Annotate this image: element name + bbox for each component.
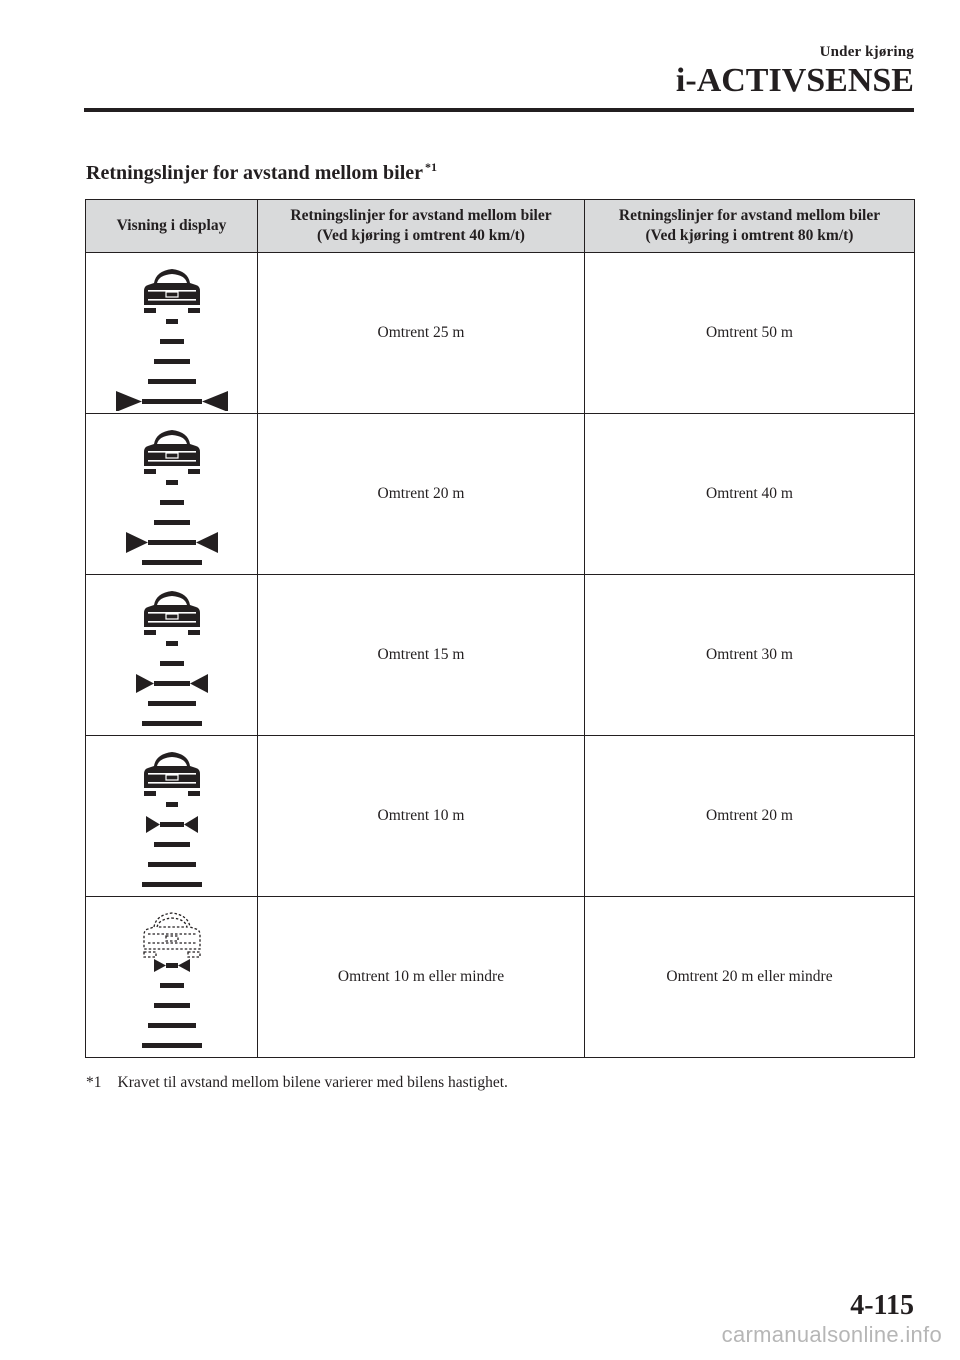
header-speed-80-line2: (Ved kjøring i omtrent 80 km/t)	[645, 227, 854, 244]
footnote-ref: *1	[425, 160, 438, 174]
table-header-row	[86, 200, 915, 253]
distance-guide-table	[85, 199, 915, 1058]
footnote	[86, 1074, 508, 1092]
header-speed-80-line1: Retningslinjer for avstand mellom biler	[618, 207, 881, 224]
distance-40-cell: Omtrent 25 m	[258, 253, 585, 414]
table-row	[86, 736, 915, 897]
distance-40-cell: Omtrent 10 m eller mindre	[258, 897, 585, 1058]
page-title	[86, 160, 437, 185]
following-distance-level-1-dashed-icon	[102, 899, 242, 1055]
table-row	[86, 253, 915, 414]
distance-80-cell: Omtrent 20 m	[585, 736, 915, 897]
footnote-text: Kravet til avstand mellom bilene varierer med bilens hastighet.	[117, 1074, 508, 1091]
following-distance-level-4-icon	[102, 416, 242, 572]
distance-40-cell: Omtrent 20 m	[258, 414, 585, 575]
distance-80-cell: Omtrent 40 m	[585, 414, 915, 575]
header-divider	[84, 108, 914, 112]
watermark-link[interactable]: carmanualsonline.info	[721, 1322, 942, 1347]
page-title-text: Retningslinjer for avstand mellom biler	[86, 162, 424, 184]
following-distance-level-5-icon	[102, 255, 242, 411]
distance-80-cell: Omtrent 30 m	[585, 575, 915, 736]
display-cell	[86, 253, 258, 414]
display-cell	[86, 736, 258, 897]
display-cell	[86, 414, 258, 575]
header-speed-40-line1: Retningslinjer for avstand mellom biler	[290, 207, 552, 224]
page-number: 4-115	[850, 1290, 914, 1321]
table-row	[86, 897, 915, 1058]
distance-80-cell: Omtrent 20 m eller mindre	[585, 897, 915, 1058]
display-cell	[86, 897, 258, 1058]
footnote-mark: *1	[86, 1074, 102, 1091]
header-speed-80	[585, 200, 915, 253]
chapter-name: Under kjøring	[819, 44, 914, 60]
following-distance-level-2-icon	[102, 738, 242, 894]
table-row	[86, 414, 915, 575]
table-row	[86, 575, 915, 736]
following-distance-level-3-icon	[102, 577, 242, 733]
display-cell	[86, 575, 258, 736]
header-display: Visning i display	[86, 200, 258, 253]
distance-40-cell: Omtrent 10 m	[258, 736, 585, 897]
header-speed-40	[258, 200, 585, 253]
section-heading: i-ACTIVSENSE	[675, 62, 914, 99]
distance-40-cell: Omtrent 15 m	[258, 575, 585, 736]
distance-80-cell: Omtrent 50 m	[585, 253, 915, 414]
header-speed-40-line2: (Ved kjøring i omtrent 40 km/t)	[317, 227, 525, 244]
